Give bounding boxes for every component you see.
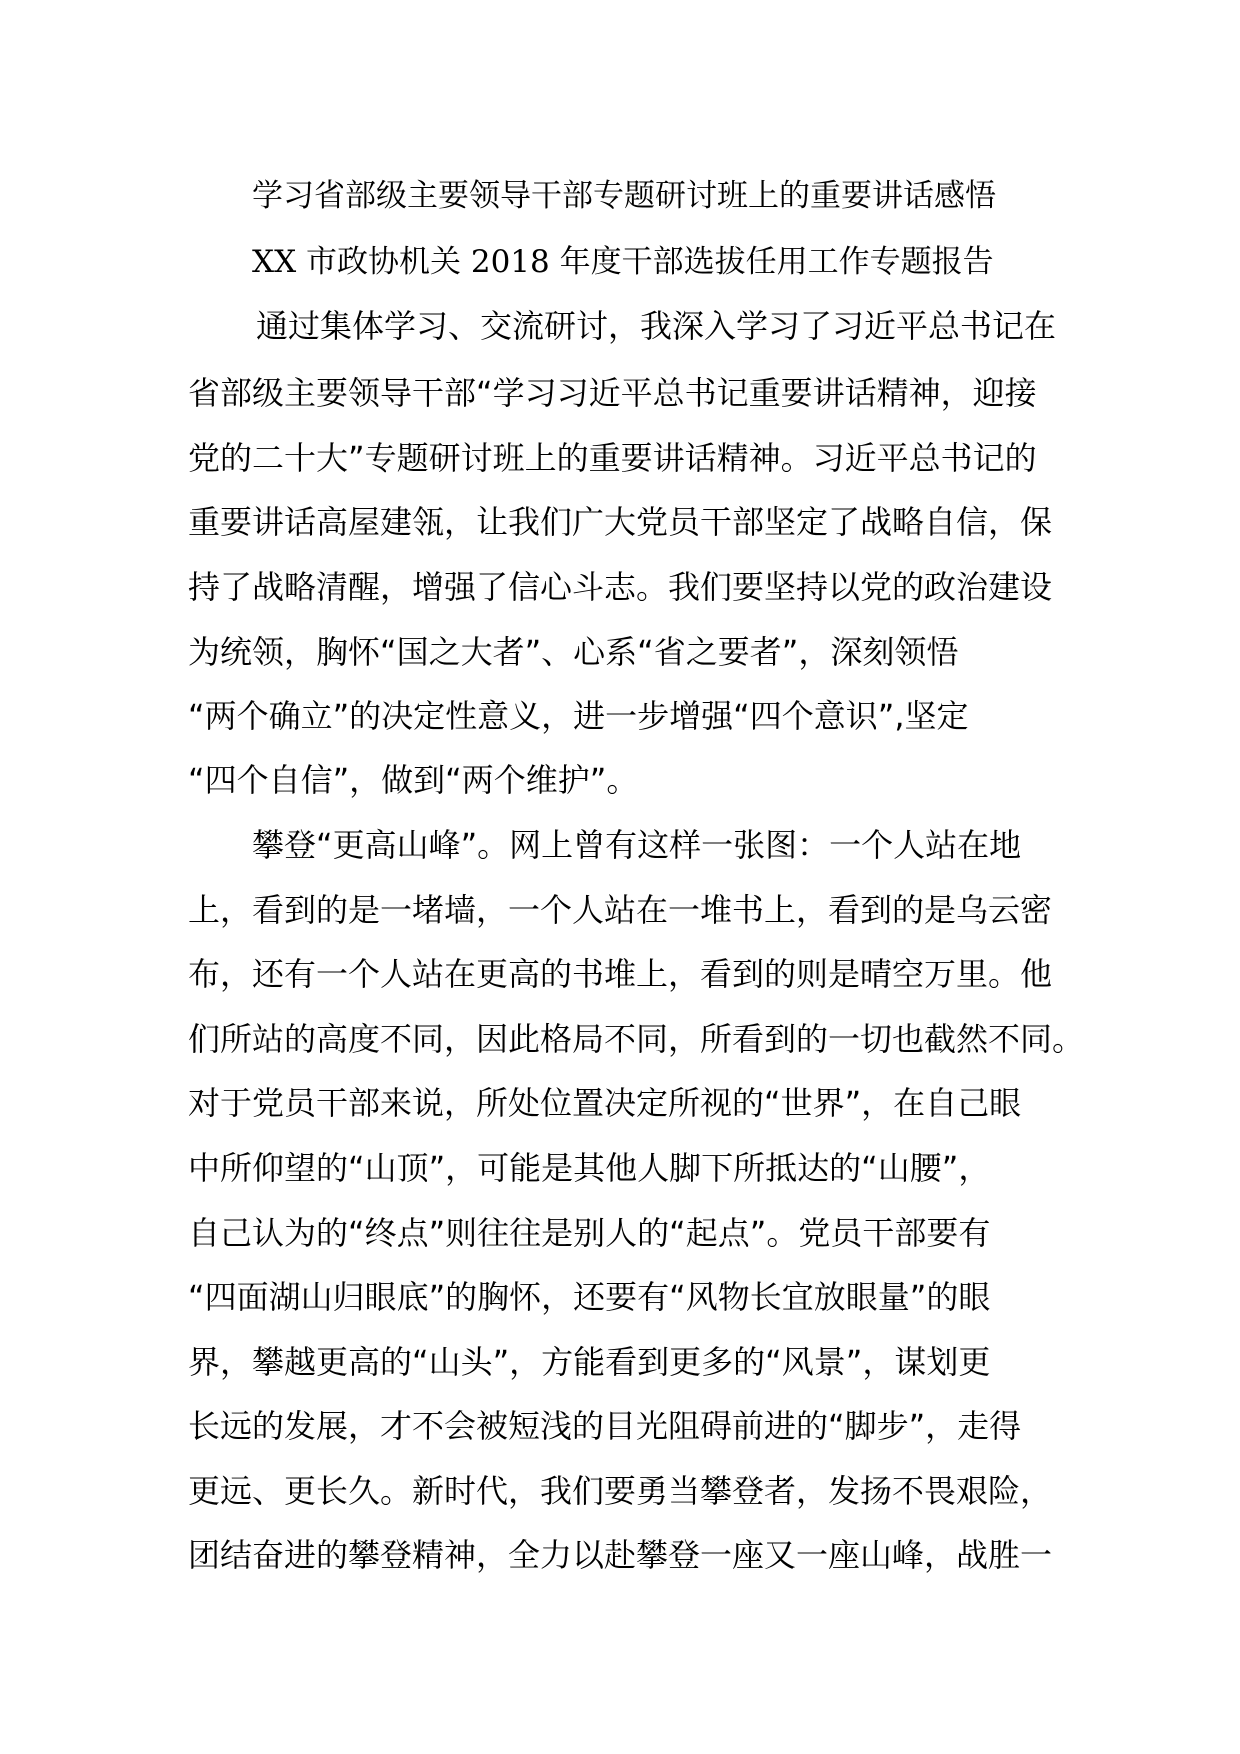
paragraph-2-line-10: 长远的发展，才不会被短浅的目光阻碍前进的“脚步”，走得 (188, 1407, 1022, 1445)
paragraph-2-line-4: 们所站的高度不同，因此格局不同，所看到的一切也截然不同。 (188, 1020, 1085, 1058)
paragraph-2-line-6: 中所仰望的“山顶”，可能是其他人脚下所抵达的“山腰”， (188, 1149, 991, 1187)
paragraph-1-line-1: 通过集体学习、交流研讨，我深入学习了习近平总书记在 (256, 307, 1057, 345)
paragraph-2-line-2: 上，看到的是一堵墙，一个人站在一堆书上，看到的是乌云密 (188, 891, 1053, 929)
paragraph-2-line-3: 布，还有一个人站在更高的书堆上，看到的则是晴空万里。他 (188, 955, 1053, 993)
paragraph-2-line-11: 更远、更长久。新时代，我们要勇当攀登者，发扬不畏艰险， (188, 1472, 1053, 1510)
paragraph-2-line-1: 攀登“更高山峰”。网上曾有这样一张图：一个人站在地 (252, 826, 1022, 864)
paragraph-1-line-8: “四个自信”，做到“两个维护”。 (188, 761, 639, 799)
document-title: 学习省部级主要领导干部专题研讨班上的重要讲话感悟 (252, 178, 996, 214)
paragraph-1-line-2: 省部级主要领导干部“学习习近平总书记重要讲话精神，迎接 (188, 374, 1037, 412)
paragraph-1-line-4: 重要讲话高屋建瓴，让我们广大党员干部坚定了战略自信，保 (188, 503, 1053, 541)
paragraph-1-line-3: 党的二十大”专题研讨班上的重要讲话精神。习近平总书记的 (188, 439, 1037, 477)
paragraph-2-line-5: 对于党员干部来说，所处位置决定所视的“世界”，在自己眼 (188, 1084, 1022, 1122)
paragraph-2-line-12: 团结奋进的攀登精神，全力以赴攀登一座又一座山峰，战胜一 (188, 1536, 1053, 1574)
paragraph-2-line-8: “四面湖山归眼底”的胸怀，还要有“风物长宜放眼量”的眼 (188, 1278, 991, 1316)
paragraph-2-line-9: 界，攀越更高的“山头”，方能看到更多的“风景”，谋划更 (188, 1343, 991, 1381)
paragraph-1-line-7: “两个确立”的决定性意义，进一步增强“四个意识”,坚定 (188, 697, 969, 735)
paragraph-2-line-7: 自己认为的“终点”则往往是别人的“起点”。党员干部要有 (188, 1214, 991, 1252)
paragraph-1-line-5: 持了战略清醒，增强了信心斗志。我们要坚持以党的政治建设 (188, 568, 1053, 606)
paragraph-1-line-6: 为统领，胸怀“国之大者”、心系“省之要者”，深刻领悟 (188, 633, 959, 671)
document-subtitle: XX 市政协机关 2018 年度干部选拔任用工作专题报告 (252, 244, 994, 280)
